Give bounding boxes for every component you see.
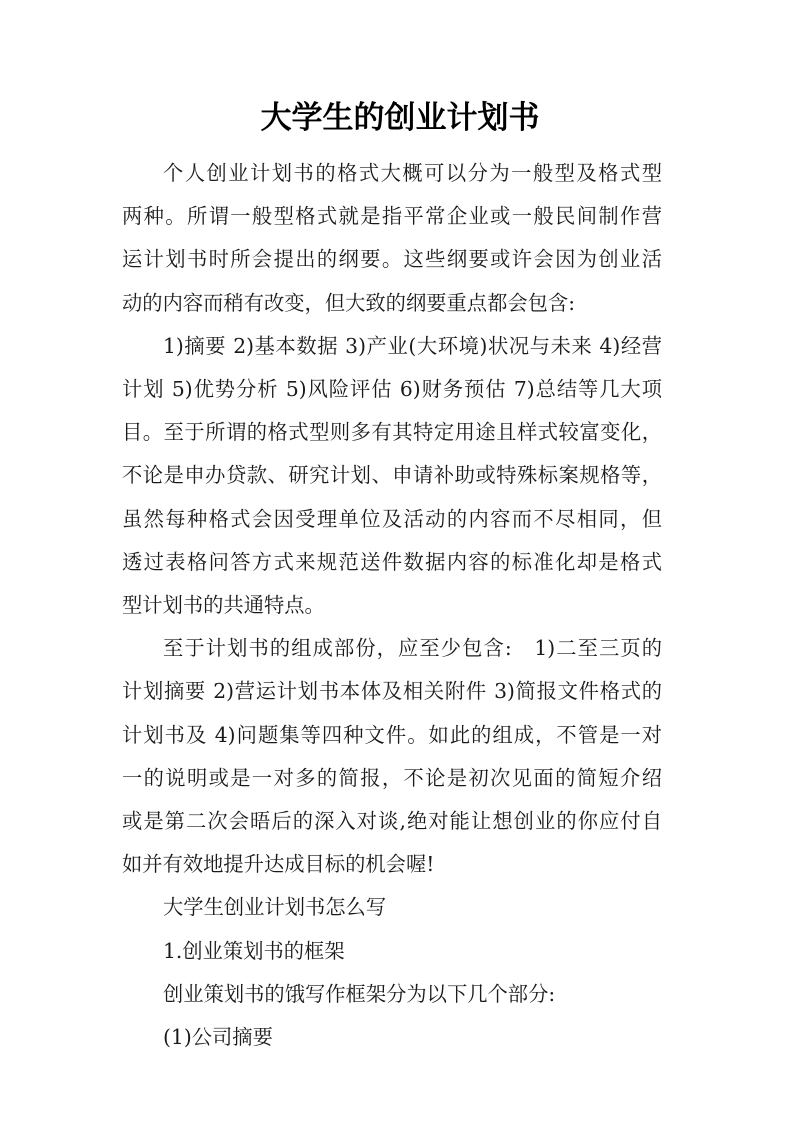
document-body xyxy=(122,152,662,1059)
text-line: 计划摘要 2)营运计划书本体及相关附件 3)简报文件格式的 xyxy=(122,679,662,704)
text-line: 目。至于所谓的格式型则多有其特定用途且样式较富变化， xyxy=(122,420,662,445)
paragraph-outline-items xyxy=(122,325,662,627)
section-heading: 大学生创业计划书怎么写 xyxy=(163,895,387,920)
text-line: 个人创业计划书的格式大概可以分为一般型及格式型 xyxy=(163,161,662,185)
paragraph-composition xyxy=(122,627,662,886)
text-line: 计划 5)优势分析 5)风险评估 6)财务预估 7)总结等几大项 xyxy=(122,377,662,402)
text-line: 一的说明或是一对多的简报，不论是初次见面的简短介绍 xyxy=(122,765,662,790)
framework-intro: 创业策划书的饿写作框架分为以下几个部分: xyxy=(163,981,556,1006)
text-line: 两种。所谓一般型格式就是指平常企业或一般民间制作营 xyxy=(122,204,662,229)
subheading-framework: 1.创业策划书的框架 xyxy=(163,938,345,963)
text-line: 如并有效地提升达成目标的机会喔! xyxy=(122,852,435,877)
list-item-company-summary: (1)公司摘要 xyxy=(163,1025,273,1050)
text-line: 型计划书的共通特点。 xyxy=(122,593,325,618)
paragraph-format-types xyxy=(122,152,662,325)
text-line: 运计划书时所会提出的纲要。这些纲要或许会因为创业活 xyxy=(122,247,662,272)
text-line: 透过表格问答方式来规范送件数据内容的标准化却是格式 xyxy=(122,549,662,574)
text-line: 至于计划书的组成部份，应至少包含: 1)二至三页的 xyxy=(163,636,662,661)
document-title: 大学生的创业计划书 xyxy=(260,100,540,136)
text-line: 不论是申办贷款、研究计划、申请补助或特殊标案规格等， xyxy=(122,463,662,488)
text-line: 虽然每种格式会因受理单位及活动的内容而不尽相同，但 xyxy=(122,506,662,531)
text-line: 动的内容而稍有改变，但大致的纲要重点都会包含: xyxy=(122,290,576,315)
text-line: 计划书及 4)问题集等四种文件。如此的组成，不管是一对 xyxy=(122,722,662,747)
text-line: 1)摘要 2)基本数据 3)产业(大环境)状况与未来 4)经营 xyxy=(163,333,662,358)
text-line: 或是第二次会晤后的深入对谈,绝对能让想创业的你应付自 xyxy=(122,809,662,834)
